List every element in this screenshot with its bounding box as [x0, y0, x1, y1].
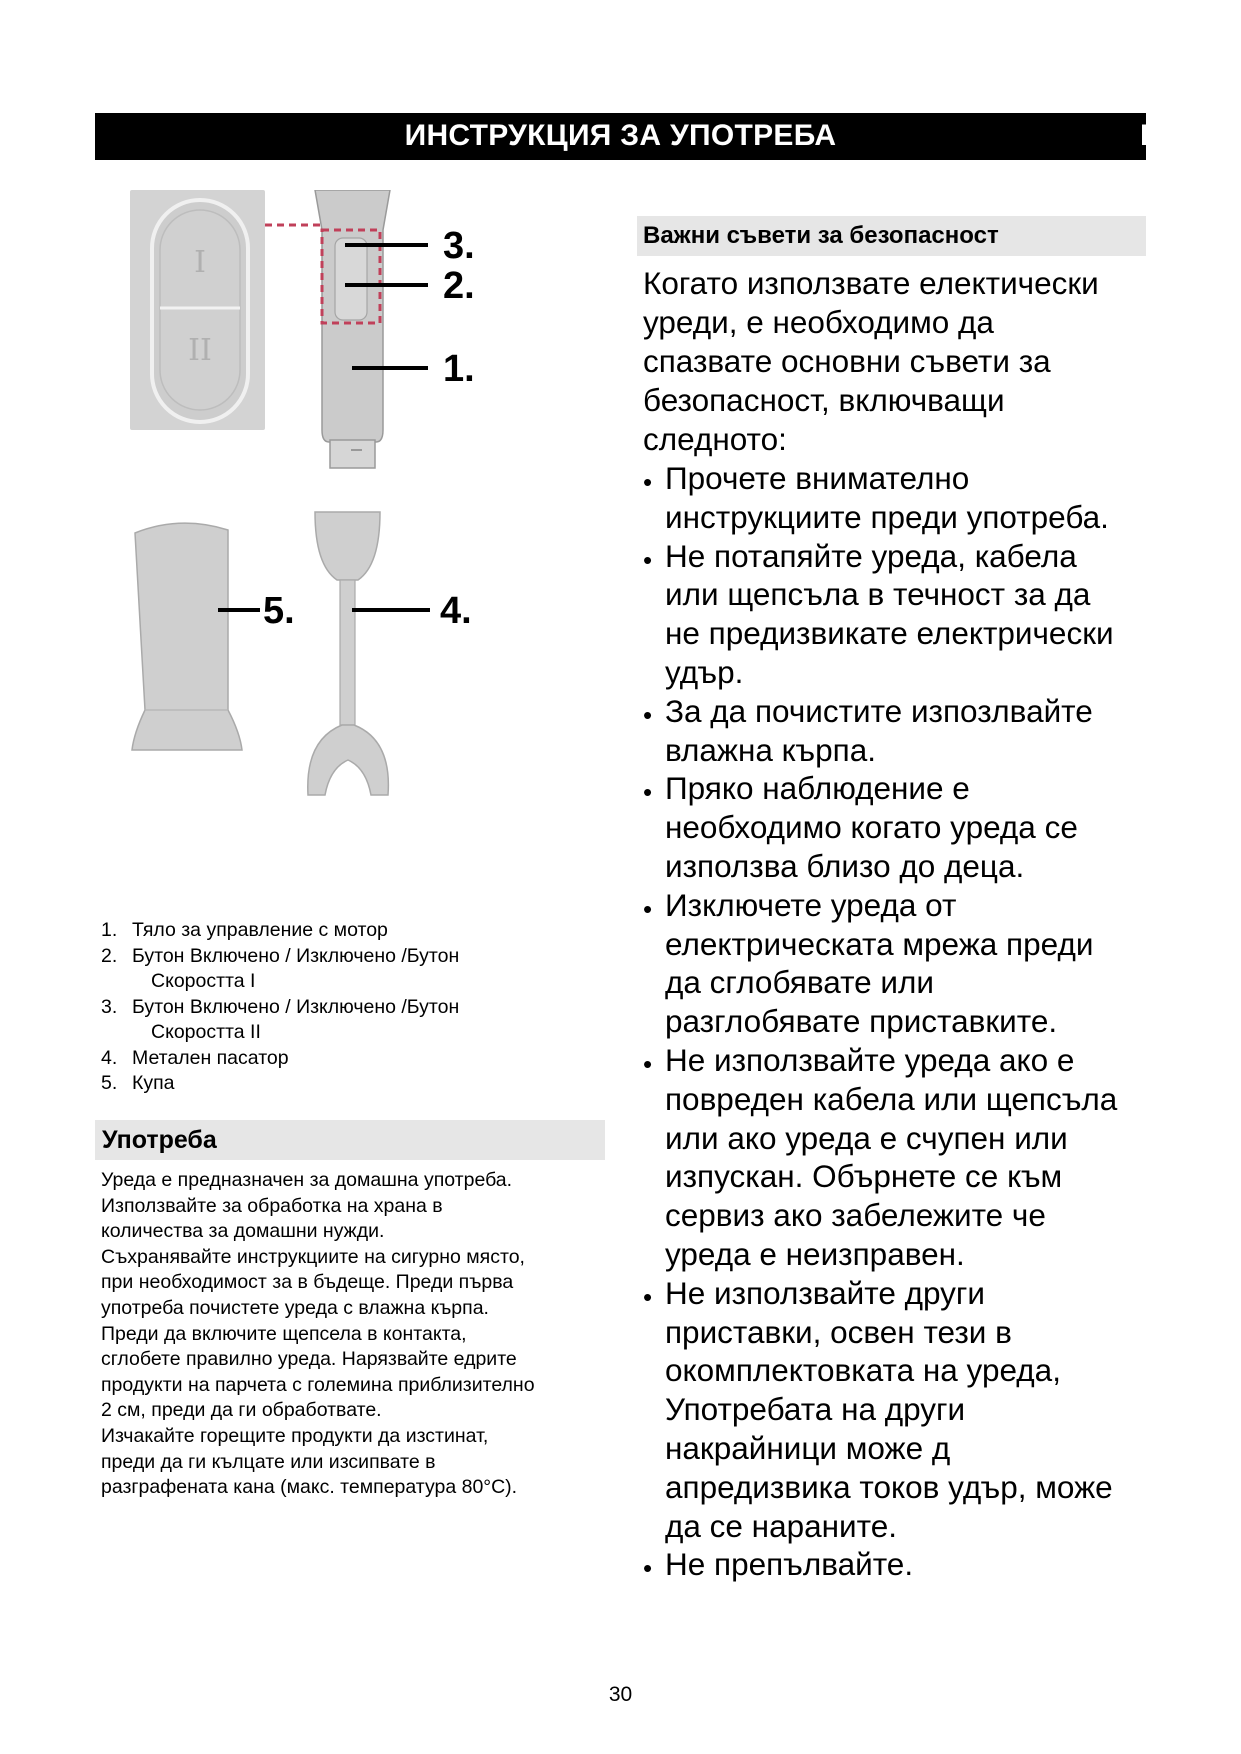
motor-body [315, 190, 390, 468]
label-4: 4. [440, 590, 472, 632]
page-title: ИНСТРУКЦИЯ ЗА УПОТРЕБА [404, 119, 837, 152]
label-5: 5. [263, 590, 295, 632]
list-item: 3. Бутон Включено / Изключено /Бутон Скоростта II [101, 995, 460, 1043]
list-item: • Не потапяйте уреда, кабела или щепсъла в течност за да не предизвикате електрически удър. [643, 537, 1114, 690]
label-2: 2. [443, 265, 475, 307]
language-code: BG [1140, 119, 1185, 152]
safety-bullets [643, 459, 1143, 1584]
list-item: 2. Бутон Включено / Изключено /Бутон Скоростта I [101, 944, 460, 992]
safety-heading: Важни съвети за безопасност [637, 216, 1146, 256]
list-item: • Не използвайте други приставки, освен тези в окомплектовката на уреда, Употребата на други накрайници може д апредизвика токов удър, може да се нараните. [643, 1274, 1113, 1544]
list-item: • За да почистите изпозлвайте влажна кърпа. [643, 692, 1093, 768]
label-3: 3. [443, 225, 475, 267]
beaker [132, 523, 242, 750]
list-item: • Прочете внимателно инструкциите преди употреба. [643, 460, 1109, 535]
list-item: 1. Тяло за управление с мотор [101, 919, 388, 941]
product-figure [130, 190, 550, 910]
button-panel-closeup [130, 190, 265, 430]
usage-heading: Употреба [95, 1120, 605, 1160]
blender-shaft [308, 512, 389, 795]
panel-mark-ii: II [188, 333, 212, 368]
usage-text: Уреда е предназначен за домашна употреба. Използвайте за обработка на храна в количества за домашни нужди. Съхранявайте инструкциите на сигурно място, при необходимост за в бъдеще. Преди първа употреба почистете уреда с влажна кърпа. Преди да включите щепсела в контакта, сглобете правилно уреда. Нарязвайте едрите продукти на парчета с големина приблизително 2 см, преди да ги обработвате. Изчакайте горещите продукти да изстинат, преди да ги кълцате или изсипвате в разграфената кана (макс. температура 80°С). [101, 1169, 535, 1499]
header-bar [95, 113, 1185, 160]
panel-oval-inner [160, 210, 240, 410]
list-item: 4. Метален пасатор [101, 1046, 289, 1069]
list-item: • Не препълвайте. [643, 1546, 914, 1584]
list-item: • Не използвайте уреда ако е повреден кабела или щепсъла или ако уреда е счупен или изпускан. Обърнете се към сервиз ако забележите че уреда е неизправен. [643, 1041, 1118, 1272]
list-item: • Пряко наблюдение е необходимо когато уреда се използва близо до деца. [643, 770, 1078, 884]
parts-list [101, 918, 621, 1097]
label-1: 1. [443, 348, 475, 390]
safety-intro: Когато използвате електически уреди, е необходимо да спазвате основни съвети за безопасност, включващи следното: [643, 265, 1099, 457]
list-item: • Изключете уреда от електрическата мрежа преди да сглобявате или разглобявате приставките. [643, 886, 1094, 1040]
page-number: 30 [608, 1683, 633, 1706]
panel-mark-i: I [194, 245, 206, 280]
list-item: 5. Купа [101, 1072, 175, 1094]
